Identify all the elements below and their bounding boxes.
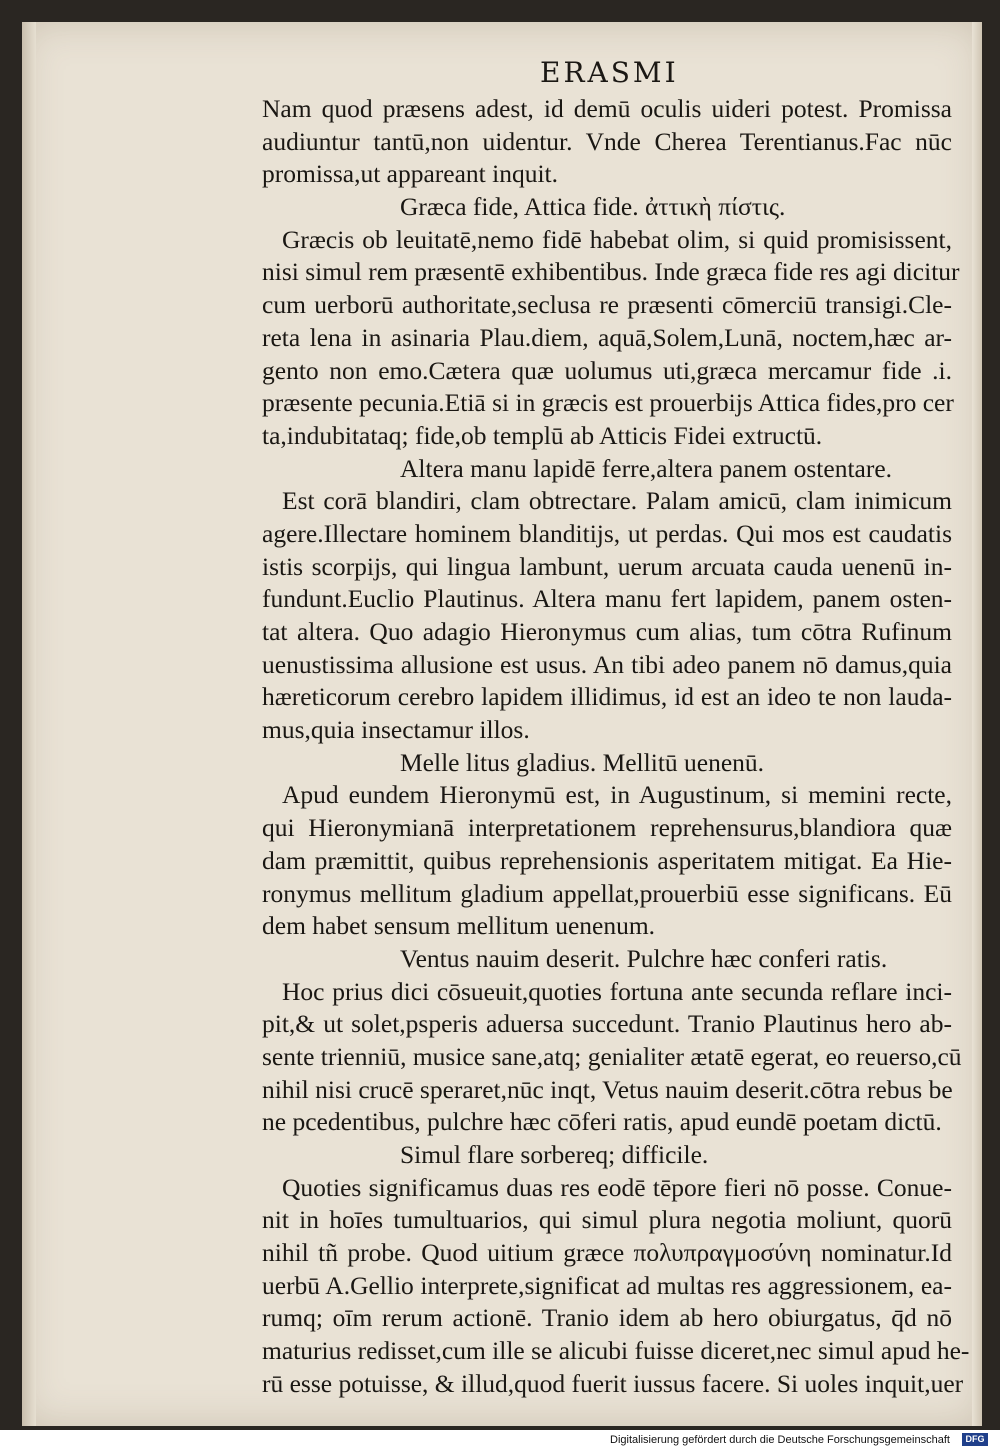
text-line: rū esse potuisse, & illud,quod fuerit iussus facere. Si uoles inquit,uer (262, 1368, 964, 1398)
text-line: uenustissima allusione est usus. An tibi adeo panem nō damus,quia (262, 649, 952, 679)
text-line: dam præmittit, quibus reprehensionis asperitatem mitigat. Ea Hie- (262, 845, 952, 875)
text-line: agere.Illectare hominem blanditijs, ut perdas. Qui mos est caudatis (262, 518, 952, 548)
text-line: promissa,ut appareant inquit. (262, 159, 559, 189)
text-line: nit in hoīes tumultuarios, qui simul plura negotia moliunt, quorū (262, 1205, 952, 1235)
text-line: cum uerborū authoritate,seclusa re præsenti cōmerciū transigi.Cle- (262, 290, 952, 320)
text-line: sente trienniū, musice sane,atq; genialiter ætatē egerat, eo reuerso,cū (262, 1041, 962, 1071)
dfg-logo: DFG (962, 1433, 988, 1446)
text-line: Est corā blandiri, clam obtrectare. Palam amicū, clam inimicum (282, 486, 952, 516)
text-line: nihil nisi crucē speraret,nūc inqt, Vetus nauim deserit.cōtra rebus be (262, 1074, 953, 1104)
text-line: istis scorpijs, qui lingua lambunt, uerum arcuata cauda uenenū in- (262, 551, 952, 581)
text-line: reta lena in asinaria Plau.diem, aquā,Solem,Lunā, noctem,hæc ar- (262, 322, 952, 352)
page-gutter (22, 22, 36, 1426)
text-line: fundunt.Euclio Plautinus. Altera manu fert lapidem, panem osten- (262, 584, 952, 614)
adage-heading: Ventus nauim deserit. Pulchre hæc conferi ratis. (400, 943, 888, 973)
text-line: nihil tñ probe. Quod uitium græce πολυπραγμοσύνη nominatur.Id (262, 1238, 952, 1268)
adage-heading: Simul flare sorbereq; difficile. (400, 1140, 709, 1169)
adage-heading: Melle litus gladius. Mellitū uenenū. (400, 747, 765, 777)
text-line: Apud eundem Hieronymū est, in Augustinum, si memini recte, (282, 780, 952, 810)
text-line: Quoties significamus duas res eodē tēpore fieri nō posse. Conue- (282, 1172, 952, 1202)
text-line: nisi simul rem præsentē exhibentibus. Inde græca fide res agi dicitur (262, 257, 960, 287)
running-head: ERASMI (540, 56, 679, 89)
text-line: Græcis ob leuitatē,nemo fidē habebat olim, si quid promisissent, (282, 224, 952, 254)
page-body-text (262, 93, 970, 1401)
text-line: præsente pecunia.Etiā si in græcis est prouerbijs Attica fides,pro cer (262, 388, 954, 418)
page-edge (972, 22, 982, 1426)
text-line: maturius redisset,cum ille se alicubi fuisse diceret,nec simul apud he- (262, 1336, 970, 1366)
text-line: hæreticorum cerebro lapidem illidimus, id est an ideo te non lauda- (262, 682, 952, 712)
text-line: ne pcedentibus, pulchre hæc cōferi ratis, apud eundē poetam dictū. (262, 1107, 942, 1137)
text-line: Nam quod præsens adest, id demū oculis uideri potest. Promissa (262, 94, 952, 123)
text-line: dem habet sensum mellitum uenenum. (262, 911, 656, 941)
text-line: tat altera. Quo adagio Hieronymus cum alias, tum cōtra Rufinum (262, 617, 952, 646)
text-line: qui Hieronymianā interpretationem reprehensurus,blandiora quæ (262, 813, 952, 843)
adage-heading: Græca fide, Attica fide. ἀττικὴ πίστις. (400, 192, 786, 222)
text-line: mus,quia insectamur illos. (262, 715, 530, 745)
funding-credit: Digitalisierung gefördert durch die Deutsche Forschungsgemeinschaft (610, 1434, 950, 1446)
text-line: ta,indubitataq; fide,ob templū ab Atticis Fidei extructū. (262, 420, 823, 450)
text-line: gento non emo.Cætera quæ uolumus uti,græca mercamur fide .i. (262, 355, 952, 385)
text-line: ronymus mellitum gladium appellat,prouerbiū esse significans. Eū (262, 878, 952, 908)
text-line: uerbū A.Gellio interprete,significat ad multas res aggressionem, ea- (262, 1270, 952, 1300)
text-line: rumq; oīm rerum actionē. Tranio idem ab hero obiurgatus, q̄d nō (262, 1303, 952, 1333)
adage-heading: Altera manu lapidē ferre,altera panem ostentare. (400, 453, 893, 483)
text-line: pit,& ut solet,psperis aduersa succedunt. Tranio Plautinus hero ab- (262, 1009, 952, 1039)
text-line: audiuntur tantū,non uidentur. Vnde Cherea Terentianus.Fac nūc (262, 126, 952, 156)
text-line: Hoc prius dici cōsueuit,quoties fortuna ante secunda reflare inci- (282, 976, 952, 1006)
